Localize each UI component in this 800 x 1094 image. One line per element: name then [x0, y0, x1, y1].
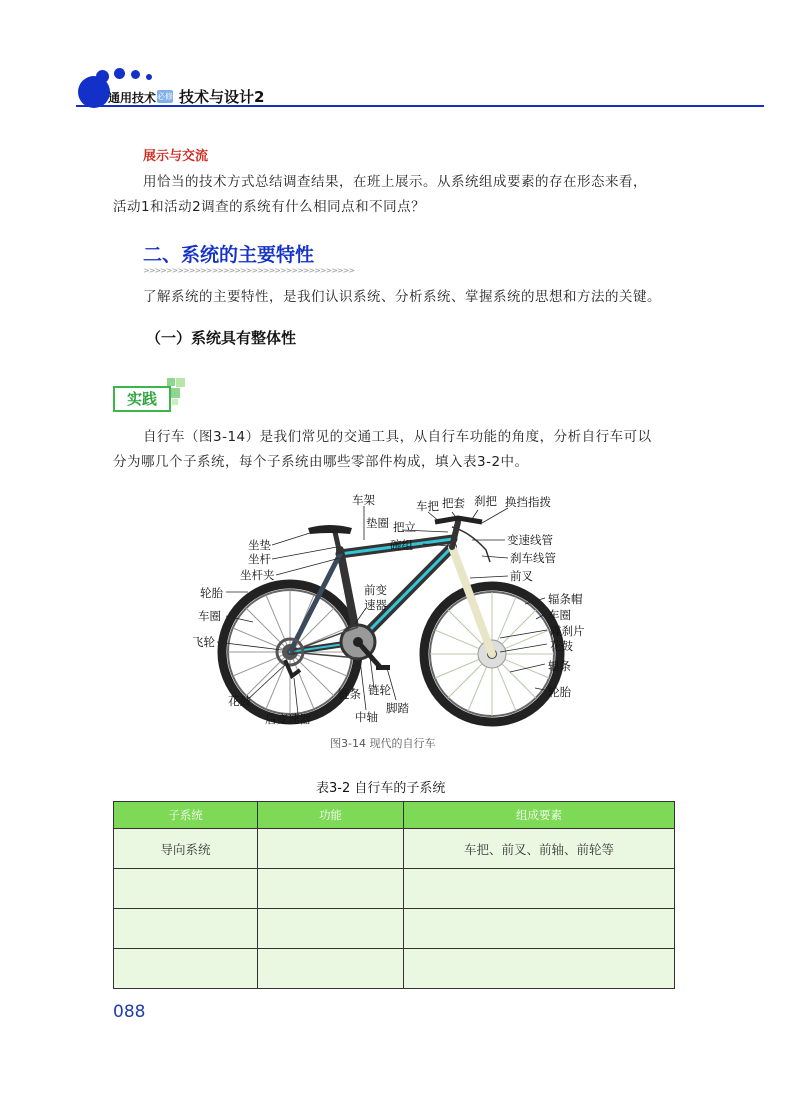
header-label: 通用技术 — [108, 91, 157, 105]
header-dot-small — [131, 70, 140, 79]
heading-3: （一）系统具有整体性 — [146, 329, 297, 347]
label-hub-right: 花鼓 — [550, 639, 573, 653]
table-cell — [114, 909, 258, 949]
label-spoke-cap: 辐条帽 — [548, 592, 583, 606]
table-cell — [404, 949, 675, 989]
label-chain: 链条 — [338, 687, 361, 701]
section-label: 展示与交流 — [143, 149, 209, 164]
header-dot-medium — [96, 70, 109, 83]
table-cell — [258, 869, 404, 909]
page-number: 088 — [113, 1002, 146, 1022]
paragraph-1-line-1: 用恰当的技术方式总结调查结果，在班上展示。从系统组成要素的存在形态来看， — [143, 174, 647, 190]
table-header-cell: 组成要素 — [404, 802, 675, 829]
label-saddle: 坐垫 — [248, 538, 271, 552]
header-title: 技术与设计2 — [179, 88, 265, 106]
label-chainring: 链轮 — [368, 683, 391, 697]
paragraph-1-line-2: 活动1和活动2调查的系统有什么相同点和不同点？ — [113, 199, 426, 215]
table-header-cell: 功能 — [258, 802, 404, 829]
table-header-cell: 子系统 — [114, 802, 258, 829]
table-cell — [404, 869, 675, 909]
label-seat-clamp: 坐杆夹 — [240, 568, 275, 582]
label-disc: 碟刹片 — [550, 624, 585, 638]
label-rim-right: 车圈 — [548, 608, 571, 622]
label-handlebar: 车把 — [416, 499, 439, 513]
table-row — [114, 949, 675, 989]
paragraph-3-line-1: 自行车（图3-14）是我们常见的交通工具，从自行车功能的角度，分析自行车可以 — [143, 429, 652, 445]
subsystem-table — [113, 801, 675, 989]
label-shift-cable: 变速线管 — [507, 533, 553, 547]
seatpost — [335, 532, 340, 554]
label-shifter: 换挡指拨 — [505, 495, 551, 509]
decor-square — [167, 378, 175, 386]
label-freewheel: 飞轮 — [192, 635, 215, 649]
heading-2-underline: >>>>>>>>>>>>>>>>>>>>>>>>>>>>>>>>>>>>> — [143, 266, 355, 275]
decor-square — [176, 378, 185, 387]
table-cell — [258, 829, 404, 869]
table-row — [114, 869, 675, 909]
label-front-derailleur: 前变速器 — [364, 583, 387, 612]
label-frame: 车架 — [352, 493, 375, 507]
label-spoke: 辐条 — [548, 659, 571, 673]
header-dot-medium-2 — [114, 68, 125, 79]
practice-label: 实践 — [113, 386, 171, 412]
paragraph-2: 了解系统的主要特性，是我们认识系统、分析系统、掌握系统的思想和方法的关键。 — [143, 289, 661, 305]
saddle — [308, 525, 352, 534]
label-grip: 把套 — [442, 496, 465, 510]
table-cell — [404, 909, 675, 949]
label-rear-derailleur: 后变速器 — [265, 712, 311, 726]
table-cell: 导向系统 — [114, 829, 258, 869]
label-tire-left: 轮胎 — [200, 586, 223, 600]
label-pedal: 脚踏 — [386, 701, 409, 715]
heading-2: 二、系统的主要特性 — [143, 244, 315, 266]
table-cell — [258, 949, 404, 989]
header-dot-tiny — [146, 74, 152, 80]
paragraph-3-line-2: 分为哪几个子系统，每个子系统由哪些零部件构成，填入表3-2中。 — [113, 454, 529, 470]
label-fork: 前叉 — [510, 569, 533, 583]
label-seatpost: 坐杆 — [248, 552, 271, 566]
decor-square — [170, 388, 180, 398]
decor-square — [172, 399, 178, 405]
label-headset: 碗组 — [390, 538, 413, 552]
figure-caption: 图3-14 现代的自行车 — [330, 737, 436, 750]
label-stem: 把立 — [393, 520, 416, 534]
label-rim-left: 车圈 — [198, 609, 221, 623]
table-row — [114, 829, 675, 869]
table-header-row — [114, 802, 675, 829]
label-hub-left: 花鼓 — [228, 694, 251, 708]
label-bottom-bracket: 中轴 — [355, 710, 378, 724]
table-row — [114, 909, 675, 949]
table-cell — [258, 909, 404, 949]
table-cell — [114, 949, 258, 989]
label-spacer: 垫圈 — [366, 516, 389, 530]
table-cell — [114, 869, 258, 909]
table-title: 表3-2 自行车的子系统 — [316, 781, 446, 796]
table-cell: 车把、前叉、前轴、前轮等 — [404, 829, 675, 869]
label-brake-lever: 刹把 — [474, 494, 497, 508]
label-tire-right: 轮胎 — [548, 685, 571, 699]
header-badge: 必修 — [157, 92, 173, 101]
label-brake-cable: 刹车线管 — [510, 551, 556, 565]
